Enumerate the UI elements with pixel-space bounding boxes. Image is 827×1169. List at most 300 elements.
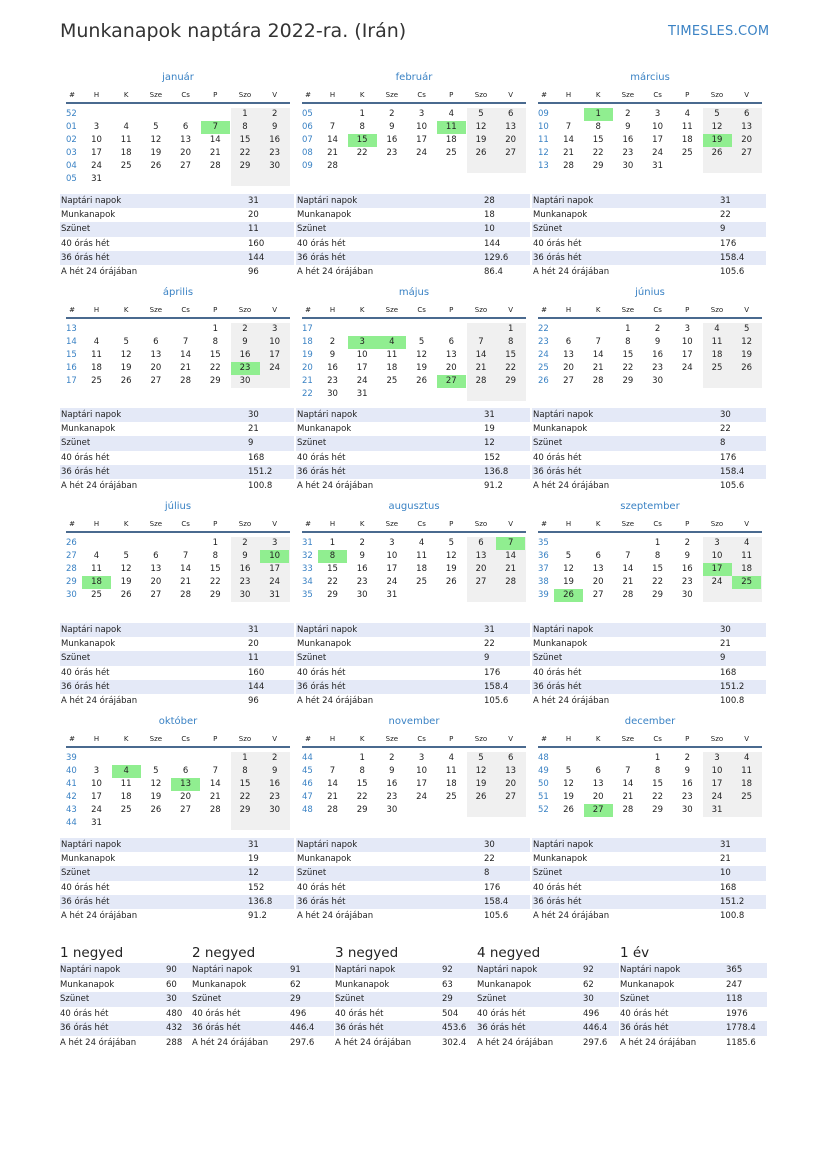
day-cell[interactable]: 4: [684, 109, 690, 119]
day-cell[interactable]: 10: [269, 337, 281, 347]
day-cell[interactable]: 1: [625, 324, 631, 334]
day-cell[interactable]: 14: [180, 350, 191, 360]
day-cell[interactable]: 16: [239, 350, 251, 360]
day-cell[interactable]: 27: [150, 590, 162, 600]
day-cell[interactable]: 18: [120, 148, 132, 158]
day-cell[interactable]: 13: [150, 564, 162, 574]
day-cell[interactable]: 27: [505, 148, 517, 158]
day-cell[interactable]: 9: [329, 350, 336, 360]
day-cell[interactable]: 4: [93, 337, 100, 347]
day-cell[interactable]: 17: [91, 148, 102, 158]
day-cell[interactable]: 15: [652, 779, 663, 789]
day-cell[interactable]: 29: [505, 376, 517, 386]
day-cell[interactable]: 7: [625, 766, 631, 776]
day-cell[interactable]: 27: [180, 161, 191, 171]
day-cell[interactable]: 23: [356, 577, 368, 587]
day-cell[interactable]: 8: [359, 766, 365, 776]
day-cell[interactable]: 22: [239, 148, 251, 158]
day-cell[interactable]: 6: [595, 551, 601, 561]
day-cell[interactable]: 14: [209, 779, 221, 789]
day-cell[interactable]: 22: [356, 792, 368, 802]
day-cell[interactable]: 11: [711, 337, 723, 347]
day-cell[interactable]: 7: [595, 337, 601, 347]
day-cell[interactable]: 24: [416, 148, 427, 158]
day-cell[interactable]: 14: [622, 779, 634, 789]
day-cell[interactable]: 1: [654, 753, 661, 763]
day-cell[interactable]: 14: [180, 564, 191, 574]
day-cell[interactable]: 24: [652, 148, 663, 158]
day-cell[interactable]: 17: [652, 135, 663, 145]
day-cell[interactable]: 18: [416, 564, 427, 574]
day-cell[interactable]: 31: [711, 805, 723, 815]
day-cell[interactable]: 3: [714, 753, 720, 763]
day-cell[interactable]: 16: [622, 135, 634, 145]
day-cell[interactable]: 8: [212, 551, 218, 561]
day-cell[interactable]: 19: [563, 792, 574, 802]
day-cell[interactable]: 29: [356, 805, 368, 815]
day-cell[interactable]: 16: [356, 564, 368, 574]
day-cell[interactable]: 27: [180, 805, 191, 815]
day-cell[interactable]: 5: [153, 766, 159, 776]
day-cell[interactable]: 30: [356, 590, 368, 600]
day-cell[interactable]: 28: [592, 376, 604, 386]
day-cell[interactable]: 21: [327, 792, 338, 802]
day-cell[interactable]: 6: [182, 122, 189, 132]
day-cell[interactable]: 25: [732, 576, 761, 589]
day-cell[interactable]: 6: [478, 538, 484, 548]
day-cell[interactable]: 11: [120, 779, 132, 789]
day-cell[interactable]: 3: [348, 336, 377, 349]
day-cell[interactable]: 28: [563, 161, 574, 171]
day-cell[interactable]: 6: [595, 766, 601, 776]
day-cell[interactable]: 26: [150, 161, 162, 171]
day-cell[interactable]: 9: [625, 122, 631, 132]
day-cell[interactable]: 29: [652, 590, 663, 600]
day-cell[interactable]: 28: [180, 590, 191, 600]
day-cell[interactable]: 30: [681, 805, 693, 815]
day-cell[interactable]: 18: [120, 792, 132, 802]
day-cell[interactable]: 12: [475, 766, 487, 776]
day-cell[interactable]: 10: [356, 350, 368, 360]
day-cell[interactable]: 23: [681, 577, 693, 587]
day-cell[interactable]: 16: [386, 779, 398, 789]
day-cell[interactable]: 18: [711, 350, 723, 360]
day-cell[interactable]: 19: [150, 148, 162, 158]
day-cell[interactable]: 21: [180, 363, 191, 373]
day-cell[interactable]: 31: [356, 389, 368, 399]
day-cell[interactable]: 5: [565, 551, 572, 561]
day-cell[interactable]: 3: [418, 753, 425, 763]
day-cell[interactable]: 22: [505, 363, 517, 373]
day-cell[interactable]: 26: [741, 363, 753, 373]
day-cell[interactable]: 27: [437, 375, 466, 388]
day-cell[interactable]: 30: [269, 161, 281, 171]
day-cell[interactable]: 15: [652, 564, 663, 574]
day-cell[interactable]: 17: [269, 350, 281, 360]
day-cell[interactable]: 9: [359, 551, 365, 561]
day-cell[interactable]: 25: [711, 363, 723, 373]
day-cell[interactable]: 27: [563, 376, 574, 386]
day-cell[interactable]: 8: [654, 551, 661, 561]
brand-link[interactable]: TIMESLES.COM: [668, 24, 770, 39]
day-cell[interactable]: 20: [475, 564, 487, 574]
day-cell[interactable]: 21: [592, 363, 604, 373]
day-cell[interactable]: 17: [91, 792, 102, 802]
day-cell[interactable]: 17: [416, 779, 427, 789]
day-cell[interactable]: 11: [681, 122, 693, 132]
day-cell[interactable]: 14: [505, 551, 517, 561]
day-cell[interactable]: 22: [592, 148, 604, 158]
day-cell[interactable]: 6: [153, 551, 159, 561]
day-cell[interactable]: 23: [269, 148, 281, 158]
day-cell[interactable]: 3: [418, 109, 425, 119]
day-cell[interactable]: 4: [377, 336, 406, 349]
day-cell[interactable]: 26: [563, 805, 574, 815]
day-cell[interactable]: 4: [418, 538, 425, 548]
day-cell[interactable]: 18: [681, 135, 693, 145]
day-cell[interactable]: 17: [416, 135, 427, 145]
day-cell[interactable]: 22: [209, 577, 221, 587]
day-cell[interactable]: 12: [711, 122, 723, 132]
day-cell[interactable]: 22: [652, 577, 663, 587]
day-cell[interactable]: 25: [416, 577, 427, 587]
day-cell[interactable]: 23: [652, 363, 663, 373]
day-cell[interactable]: 19: [741, 350, 753, 360]
day-cell[interactable]: 25: [445, 792, 457, 802]
day-cell[interactable]: 9: [271, 766, 278, 776]
day-cell[interactable]: 15: [239, 135, 251, 145]
day-cell[interactable]: 10: [386, 551, 398, 561]
day-cell[interactable]: 24: [269, 363, 281, 373]
day-cell[interactable]: 31: [386, 590, 398, 600]
day-cell[interactable]: 5: [478, 109, 484, 119]
day-cell[interactable]: 11: [741, 766, 753, 776]
day-cell[interactable]: 1: [359, 109, 365, 119]
day-cell[interactable]: 6: [565, 337, 572, 347]
day-cell[interactable]: 28: [209, 805, 221, 815]
day-cell[interactable]: 24: [91, 805, 102, 815]
day-cell[interactable]: 11: [91, 350, 102, 360]
day-cell[interactable]: 22: [356, 148, 368, 158]
day-cell[interactable]: 23: [681, 792, 693, 802]
day-cell[interactable]: 12: [475, 122, 487, 132]
day-cell[interactable]: 4: [743, 538, 750, 548]
day-cell[interactable]: 2: [625, 109, 631, 119]
day-cell[interactable]: 6: [153, 337, 159, 347]
day-cell[interactable]: 21: [327, 148, 338, 158]
day-cell[interactable]: 24: [386, 577, 398, 587]
day-cell[interactable]: 2: [654, 324, 661, 334]
day-cell[interactable]: 23: [622, 148, 634, 158]
day-cell[interactable]: 16: [681, 779, 693, 789]
day-cell[interactable]: 2: [389, 753, 395, 763]
day-cell[interactable]: 9: [271, 122, 278, 132]
day-cell[interactable]: 9: [389, 766, 395, 776]
day-cell[interactable]: 11: [416, 551, 427, 561]
day-cell[interactable]: 10: [416, 122, 427, 132]
day-cell[interactable]: 27: [741, 148, 753, 158]
day-cell[interactable]: 27: [592, 590, 604, 600]
day-cell[interactable]: 2: [684, 753, 690, 763]
day-cell[interactable]: 20: [592, 792, 604, 802]
day-cell[interactable]: 26: [475, 792, 487, 802]
day-cell[interactable]: 4: [93, 551, 100, 561]
day-cell[interactable]: 28: [327, 805, 338, 815]
day-cell[interactable]: 10: [711, 551, 723, 561]
day-cell[interactable]: 7: [182, 551, 189, 561]
day-cell[interactable]: 2: [271, 109, 278, 119]
day-cell[interactable]: 1: [654, 538, 661, 548]
day-cell[interactable]: 3: [93, 766, 100, 776]
day-cell[interactable]: 25: [120, 805, 132, 815]
day-cell[interactable]: 20: [741, 135, 753, 145]
day-cell[interactable]: 3: [654, 109, 661, 119]
day-cell[interactable]: 10: [416, 766, 427, 776]
day-cell[interactable]: 27: [584, 804, 613, 817]
day-cell[interactable]: 1: [212, 538, 218, 548]
day-cell[interactable]: 7: [329, 122, 336, 132]
day-cell[interactable]: 15: [209, 564, 221, 574]
day-cell[interactable]: 4: [743, 753, 750, 763]
day-cell[interactable]: 8: [625, 337, 631, 347]
day-cell[interactable]: 11: [445, 766, 457, 776]
day-cell[interactable]: 30: [681, 590, 693, 600]
day-cell[interactable]: 26: [711, 148, 723, 158]
day-cell[interactable]: 4: [448, 109, 454, 119]
day-cell[interactable]: 5: [714, 109, 720, 119]
day-cell[interactable]: 27: [505, 792, 517, 802]
day-cell[interactable]: 12: [445, 551, 457, 561]
day-cell[interactable]: 2: [359, 538, 365, 548]
day-cell[interactable]: 12: [150, 779, 162, 789]
day-cell[interactable]: 13: [475, 551, 487, 561]
day-cell[interactable]: 25: [741, 792, 753, 802]
day-cell[interactable]: 29: [592, 161, 604, 171]
day-cell[interactable]: 2: [271, 753, 278, 763]
day-cell[interactable]: 24: [356, 376, 368, 386]
day-cell[interactable]: 11: [437, 121, 466, 134]
day-cell[interactable]: 19: [120, 363, 132, 373]
day-cell[interactable]: 23: [269, 792, 281, 802]
day-cell[interactable]: 5: [565, 766, 572, 776]
day-cell[interactable]: 10: [711, 766, 723, 776]
day-cell[interactable]: 3: [93, 122, 100, 132]
day-cell[interactable]: 28: [327, 161, 338, 171]
day-cell[interactable]: 13: [592, 564, 604, 574]
day-cell[interactable]: 14: [327, 135, 338, 145]
day-cell[interactable]: 19: [703, 134, 732, 147]
day-cell[interactable]: 26: [554, 589, 583, 602]
day-cell[interactable]: 31: [269, 590, 281, 600]
day-cell[interactable]: 29: [622, 376, 634, 386]
day-cell[interactable]: 21: [505, 564, 517, 574]
day-cell[interactable]: 8: [654, 766, 661, 776]
day-cell[interactable]: 31: [91, 174, 102, 184]
day-cell[interactable]: 31: [91, 818, 102, 828]
day-cell[interactable]: 13: [171, 778, 200, 791]
day-cell[interactable]: 30: [239, 590, 251, 600]
day-cell[interactable]: 9: [654, 337, 661, 347]
day-cell[interactable]: 10: [91, 779, 102, 789]
day-cell[interactable]: 2: [242, 538, 248, 548]
day-cell[interactable]: 18: [82, 576, 111, 589]
day-cell[interactable]: 22: [209, 363, 221, 373]
day-cell[interactable]: 8: [595, 122, 601, 132]
day-cell[interactable]: 14: [475, 350, 487, 360]
day-cell[interactable]: 28: [622, 590, 634, 600]
day-cell[interactable]: 27: [150, 376, 162, 386]
day-cell[interactable]: 15: [356, 779, 368, 789]
day-cell[interactable]: 1: [212, 324, 218, 334]
day-cell[interactable]: 29: [209, 376, 221, 386]
day-cell[interactable]: 28: [475, 376, 487, 386]
day-cell[interactable]: 13: [505, 766, 517, 776]
day-cell[interactable]: 1: [329, 538, 336, 548]
day-cell[interactable]: 18: [741, 564, 753, 574]
day-cell[interactable]: 30: [327, 389, 338, 399]
day-cell[interactable]: 15: [348, 134, 377, 147]
day-cell[interactable]: 21: [209, 792, 221, 802]
day-cell[interactable]: 5: [153, 122, 159, 132]
day-cell[interactable]: 26: [120, 590, 132, 600]
day-cell[interactable]: 7: [212, 766, 218, 776]
day-cell[interactable]: 22: [622, 363, 634, 373]
day-cell[interactable]: 16: [681, 564, 693, 574]
day-cell[interactable]: 13: [592, 779, 604, 789]
day-cell[interactable]: 17: [703, 563, 732, 576]
day-cell[interactable]: 7: [329, 766, 336, 776]
day-cell[interactable]: 15: [505, 350, 517, 360]
day-cell[interactable]: 11: [91, 564, 102, 574]
day-cell[interactable]: 26: [120, 376, 132, 386]
day-cell[interactable]: 3: [714, 538, 720, 548]
day-cell[interactable]: 20: [592, 577, 604, 587]
day-cell[interactable]: 30: [622, 161, 634, 171]
day-cell[interactable]: 11: [741, 551, 753, 561]
day-cell[interactable]: 7: [625, 551, 631, 561]
day-cell[interactable]: 9: [242, 337, 248, 347]
day-cell[interactable]: 9: [242, 551, 248, 561]
day-cell[interactable]: 18: [741, 779, 753, 789]
day-cell[interactable]: 19: [445, 564, 457, 574]
day-cell[interactable]: 25: [681, 148, 693, 158]
day-cell[interactable]: 16: [386, 135, 398, 145]
day-cell[interactable]: 17: [386, 564, 398, 574]
day-cell[interactable]: 11: [386, 350, 398, 360]
day-cell[interactable]: 12: [150, 135, 162, 145]
day-cell[interactable]: 16: [327, 363, 338, 373]
day-cell[interactable]: 10: [260, 550, 289, 563]
day-cell[interactable]: 3: [684, 324, 690, 334]
day-cell[interactable]: 20: [180, 148, 191, 158]
day-cell[interactable]: 19: [475, 779, 487, 789]
day-cell[interactable]: 29: [239, 161, 251, 171]
day-cell[interactable]: 31: [652, 161, 663, 171]
day-cell[interactable]: 8: [242, 122, 248, 132]
day-cell[interactable]: 5: [418, 337, 425, 347]
day-cell[interactable]: 16: [269, 135, 281, 145]
day-cell[interactable]: 21: [475, 363, 487, 373]
day-cell[interactable]: 14: [209, 135, 221, 145]
day-cell[interactable]: 8: [507, 337, 514, 347]
day-cell[interactable]: 30: [386, 805, 398, 815]
day-cell[interactable]: 25: [91, 590, 102, 600]
day-cell[interactable]: 24: [91, 161, 102, 171]
day-cell[interactable]: 22: [652, 792, 663, 802]
day-cell[interactable]: 2: [389, 109, 395, 119]
day-cell[interactable]: 25: [386, 376, 398, 386]
day-cell[interactable]: 15: [209, 350, 221, 360]
day-cell[interactable]: 2: [684, 538, 690, 548]
day-cell[interactable]: 12: [741, 337, 753, 347]
day-cell[interactable]: 1: [359, 753, 365, 763]
day-cell[interactable]: 14: [622, 564, 634, 574]
day-cell[interactable]: 27: [475, 577, 487, 587]
day-cell[interactable]: 11: [120, 135, 132, 145]
day-cell[interactable]: 5: [123, 337, 129, 347]
day-cell[interactable]: 20: [180, 792, 191, 802]
day-cell[interactable]: 21: [622, 577, 634, 587]
day-cell[interactable]: 7: [201, 121, 230, 134]
day-cell[interactable]: 21: [209, 148, 221, 158]
day-cell[interactable]: 20: [505, 779, 517, 789]
day-cell[interactable]: 24: [711, 577, 723, 587]
day-cell[interactable]: 18: [91, 363, 102, 373]
day-cell[interactable]: 6: [507, 109, 514, 119]
day-cell[interactable]: 23: [386, 148, 398, 158]
day-cell[interactable]: 3: [271, 324, 278, 334]
day-cell[interactable]: 30: [239, 376, 251, 386]
day-cell[interactable]: 6: [507, 753, 514, 763]
day-cell[interactable]: 10: [652, 122, 663, 132]
day-cell[interactable]: 18: [445, 779, 457, 789]
day-cell[interactable]: 25: [91, 376, 102, 386]
day-cell[interactable]: 29: [209, 590, 221, 600]
day-cell[interactable]: 13: [563, 350, 574, 360]
day-cell[interactable]: 20: [505, 135, 517, 145]
day-cell[interactable]: 13: [741, 122, 753, 132]
day-cell[interactable]: 30: [652, 376, 663, 386]
day-cell[interactable]: 20: [445, 363, 457, 373]
day-cell[interactable]: 2: [329, 337, 336, 347]
day-cell[interactable]: 18: [386, 363, 398, 373]
day-cell[interactable]: 14: [563, 135, 574, 145]
day-cell[interactable]: 9: [684, 551, 690, 561]
day-cell[interactable]: 8: [359, 122, 365, 132]
day-cell[interactable]: 24: [269, 577, 281, 587]
day-cell[interactable]: 15: [622, 350, 634, 360]
day-cell[interactable]: 7: [478, 337, 484, 347]
day-cell[interactable]: 8: [242, 766, 248, 776]
day-cell[interactable]: 2: [242, 324, 248, 334]
day-cell[interactable]: 17: [356, 363, 368, 373]
day-cell[interactable]: 25: [120, 161, 132, 171]
day-cell[interactable]: 21: [622, 792, 634, 802]
day-cell[interactable]: 15: [239, 779, 251, 789]
day-cell[interactable]: 19: [563, 577, 574, 587]
day-cell[interactable]: 4: [112, 765, 141, 778]
day-cell[interactable]: 5: [123, 551, 129, 561]
day-cell[interactable]: 15: [592, 135, 604, 145]
day-cell[interactable]: 22: [327, 577, 338, 587]
day-cell[interactable]: 17: [711, 779, 723, 789]
day-cell[interactable]: 5: [478, 753, 484, 763]
day-cell[interactable]: 16: [239, 564, 251, 574]
day-cell[interactable]: 26: [416, 376, 427, 386]
day-cell[interactable]: 20: [563, 363, 574, 373]
day-cell[interactable]: 3: [389, 538, 395, 548]
day-cell[interactable]: 15: [327, 564, 338, 574]
